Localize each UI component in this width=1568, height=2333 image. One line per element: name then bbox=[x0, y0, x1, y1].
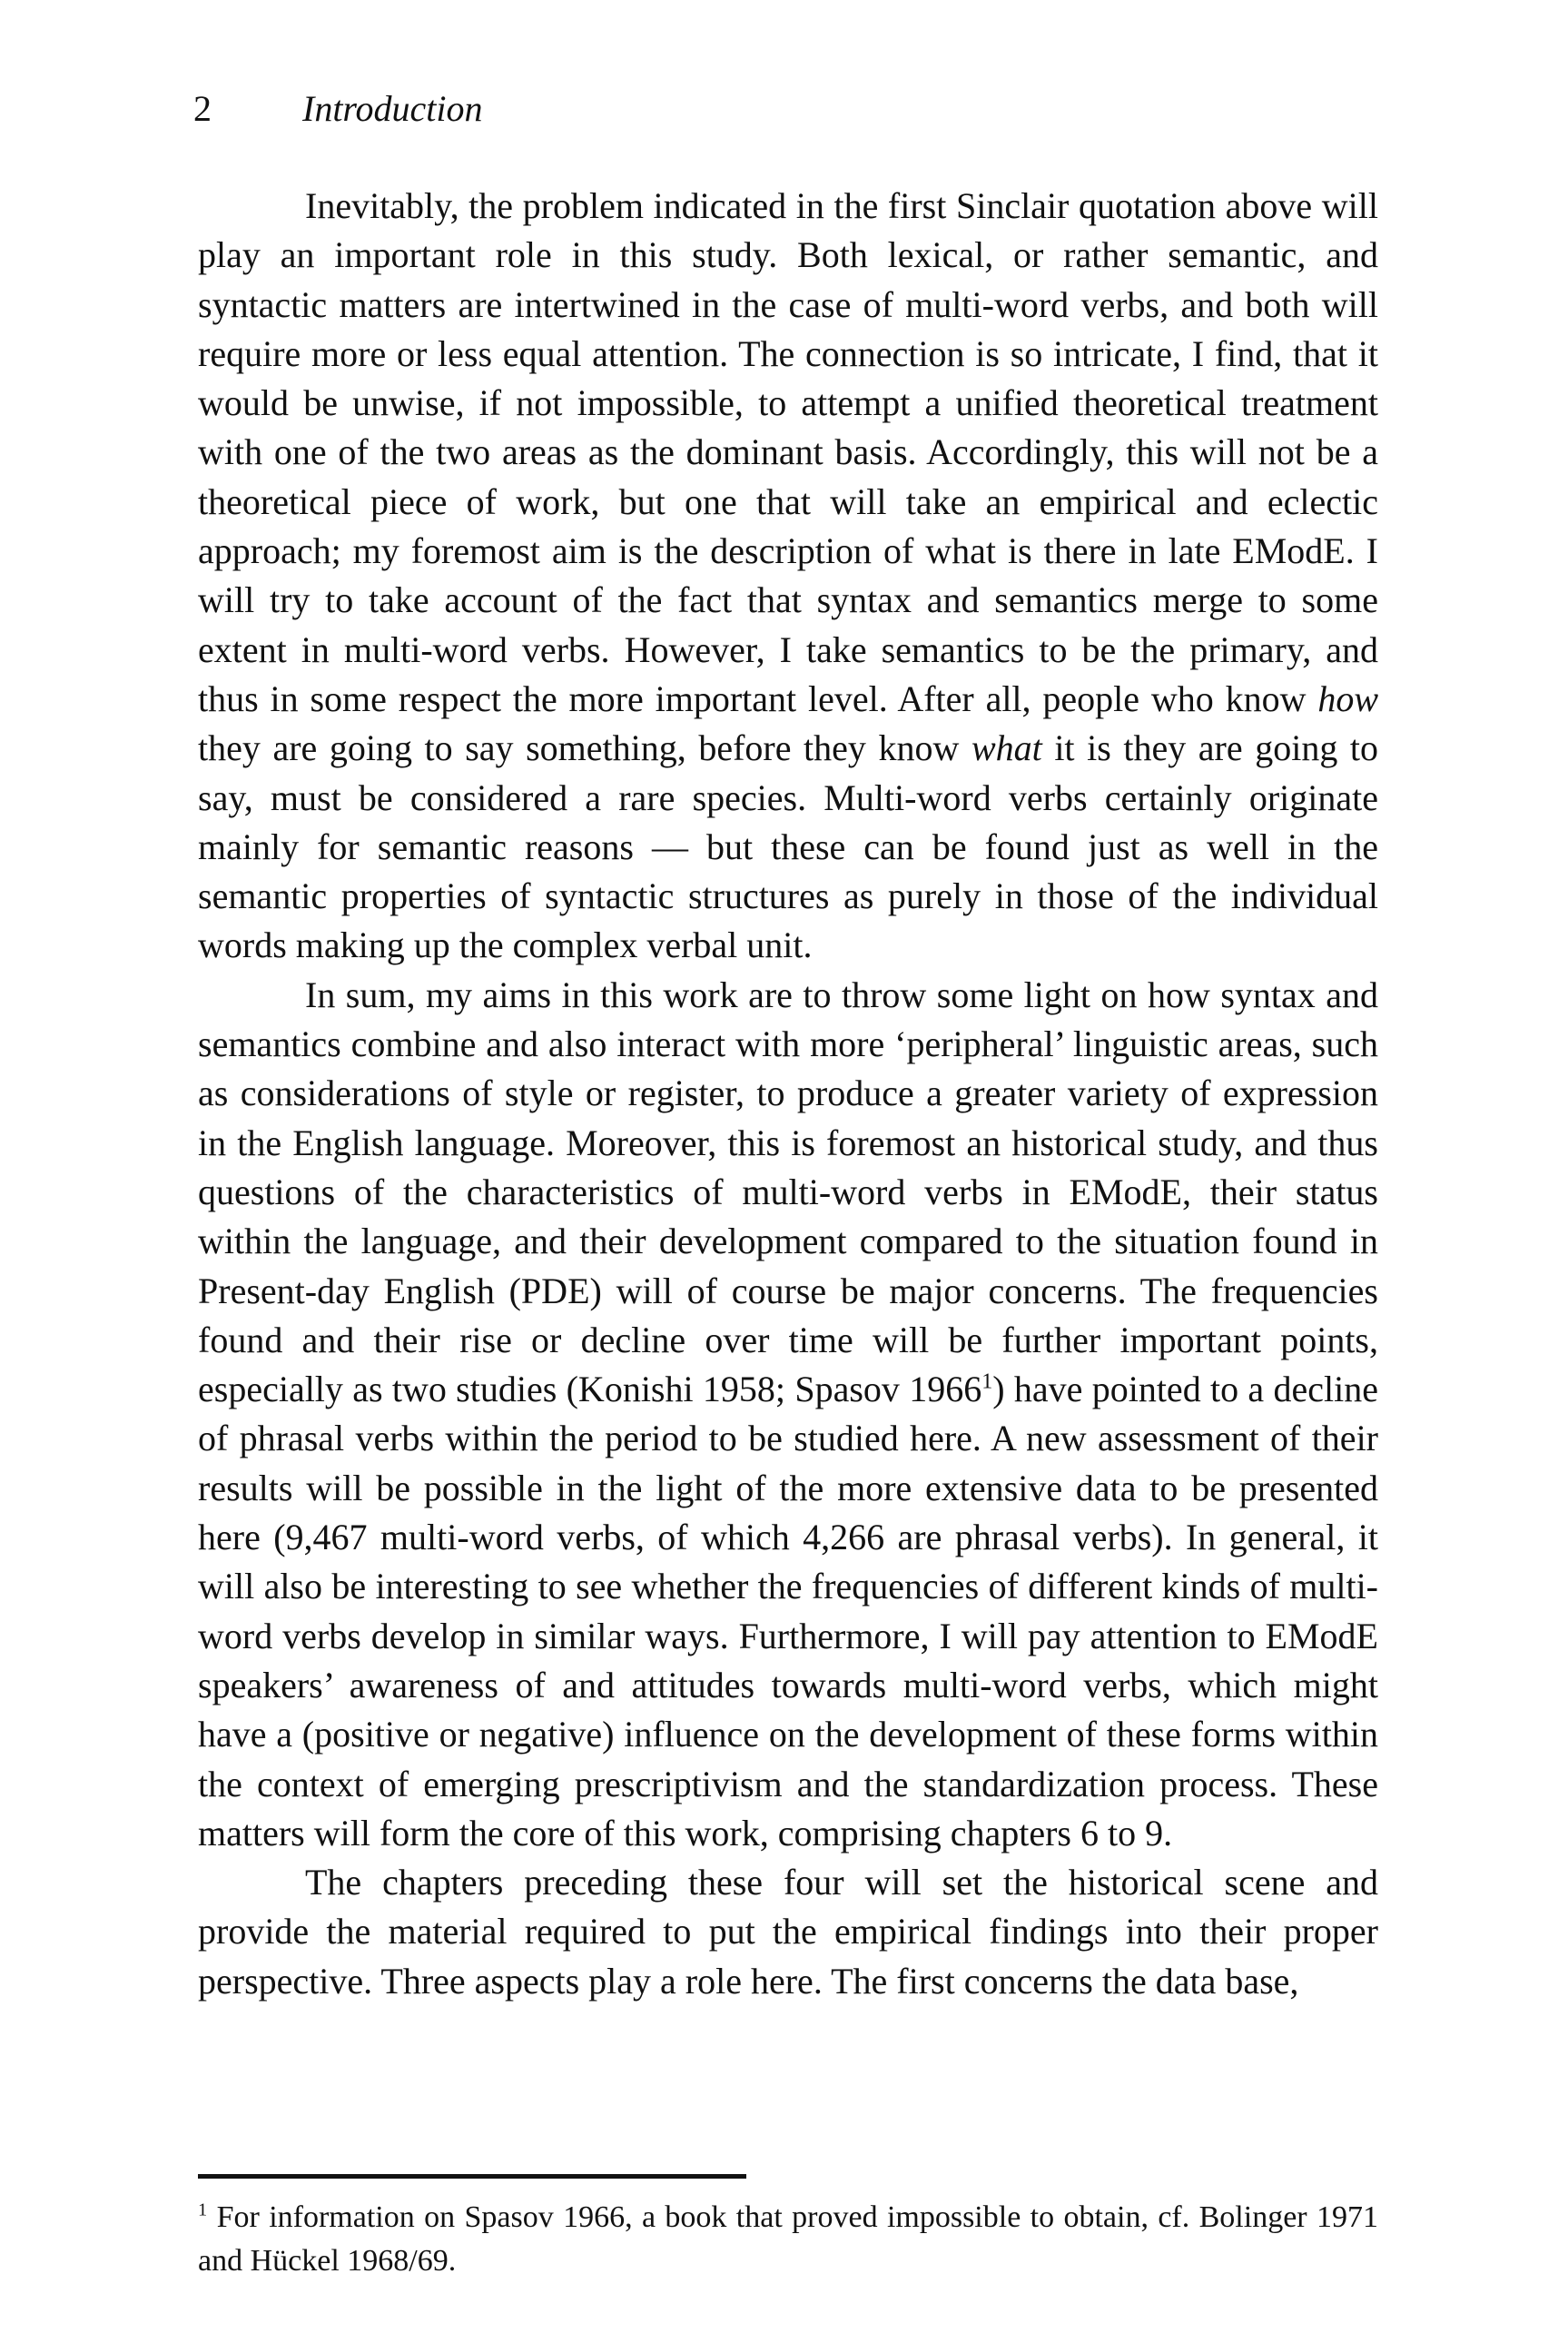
paragraph-2 bbox=[198, 971, 1378, 1858]
emphasis-what: what bbox=[971, 727, 1042, 769]
footnote-reference[interactable]: 1 bbox=[981, 1369, 993, 1394]
body-text bbox=[198, 182, 1378, 2006]
paragraph-2-text-a: In sum, my aims in this work are to throw some light on how syntax and semantics combine and also interact with more ‘peripheral’ linguistic areas, such as considerations of style or register, to produce a greater variety of expression in the English language. Moreover, this is foremost an historical study, and thus questions of the characteristics of multi-word verbs in EModE, their status within the language, and their development compared to the situation found in Present-day English (PDE) will of course be major concerns. The frequencies found and their rise or decline over time will be further important points, especially as two studies (Konishi 1958; Spasov 1966 bbox=[198, 974, 1378, 1410]
paragraph-3 bbox=[198, 1858, 1378, 2006]
footnote bbox=[198, 2196, 1378, 2283]
section-title: Introduction bbox=[302, 88, 483, 129]
footnote-divider bbox=[198, 2174, 746, 2179]
running-head bbox=[193, 86, 483, 132]
paragraph-1-text-c: it is they are going to say, must be considered a rare species. Multi-word verbs certainly originate mainly for semantic reasons — but these can be found just as well in the semantic properties of syntactic structures as purely in those of the individual words making up the complex verbal unit. bbox=[198, 727, 1379, 966]
paragraph-3-text-a: The chapters preceding these four will set the historical scene and provide the material required to put the empirical findings into their proper perspective. Three aspects play a role here. The first concerns the data base, bbox=[198, 1862, 1378, 2002]
footnote-text: For information on Spasov 1966, a book that proved impossible to obtain, cf. Bolinger 1971 and Hückel 1968/69. bbox=[198, 2200, 1378, 2278]
emphasis-how: how bbox=[1317, 677, 1378, 719]
page-number: 2 bbox=[193, 88, 212, 129]
paragraph-1-text-b: they are going to say something, before they know bbox=[198, 727, 971, 769]
paragraph-1-text-a: Inevitably, the problem indicated in the first Sinclair quotation above will play an important role in this study. Both lexical, or rather semantic, and syntactic matters are intertwined in the case of multi-word verbs, and both will require more or less equal attention. The connection is so intricate, I find, that it would be unwise, if not impossible, to attempt a unified theoretical treatment with one of the two areas as the dominant basis. Accordingly, this will not be a theoretical piece of work, but one that will take an empirical and eclectic approach; my foremost aim is the description of what is there in late EModE. I will try to take account of the fact that syntax and semantics merge to some extent in multi-word verbs. However, I take semantics to be the primary, and thus in some respect the more important level. After all, people who know bbox=[198, 185, 1378, 719]
footnote-number: 1 bbox=[198, 2200, 208, 2220]
paragraph-2-text-b: ) have pointed to a decline of phrasal verbs within the period to be studied here. A new assessment of their results will be possible in the light of the more extensive data to be presented here (9,467 multi-word verbs, of which 4,266 are phrasal verbs). In general, it will also be interesting to see whether the frequencies of different kinds of multi-word verbs develop in similar ways. Furthermore, I will pay attention to EModE speakers’ awareness of and attitudes towards multi-word verbs, which might have a (positive or negative) influence on the development of these forms within the context of emerging prescriptivism and the standardization process. These matters will form the core of this work, comprising chapters 6 to 9. bbox=[198, 1369, 1378, 1854]
paragraph-1 bbox=[198, 182, 1378, 971]
